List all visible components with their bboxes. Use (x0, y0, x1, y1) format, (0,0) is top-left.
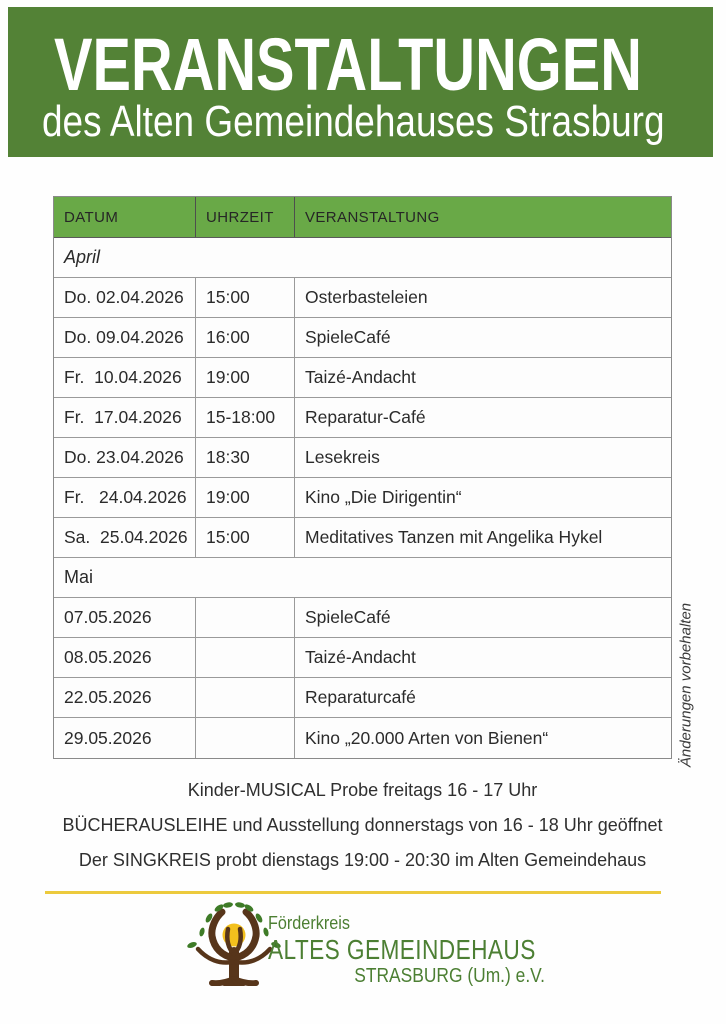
table-row (54, 278, 671, 318)
date-cell: Do. 23.04.2026 (54, 438, 196, 477)
time-cell: 16:00 (196, 318, 295, 357)
time-cell: 19:00 (196, 358, 295, 397)
date-cell: 22.05.2026 (54, 678, 196, 717)
table-header-row (54, 197, 671, 238)
page-title: VERANSTALTUNGEN (54, 23, 642, 106)
table-row (54, 718, 671, 758)
note-musical: Kinder-MUSICAL Probe freitags 16 - 17 Uhr (187, 780, 538, 800)
header-banner (8, 7, 713, 157)
time-cell (196, 638, 295, 677)
time-cell: 15-18:00 (196, 398, 295, 437)
event-cell: SpieleCafé (305, 607, 391, 627)
logo-altes-gemeindehaus: ALTES GEMEINDEHAUS (268, 934, 536, 965)
date-cell: 29.05.2026 (54, 718, 196, 758)
date-cell: Do. 09.04.2026 (54, 318, 196, 357)
event-cell: Reparaturcafé (305, 687, 416, 707)
table-row (54, 438, 671, 478)
time-cell (196, 678, 295, 717)
date-cell: Fr. 10.04.2026 (54, 358, 196, 397)
footer-notes (53, 780, 672, 885)
date-cell: Do. 02.04.2026 (54, 278, 196, 317)
event-cell: Kino „20.000 Arten von Bienen“ (305, 727, 549, 748)
table-row (54, 518, 671, 558)
time-cell (196, 718, 295, 758)
logo-text-block (268, 912, 545, 988)
time-cell: 15:00 (196, 518, 295, 557)
time-cell: 15:00 (196, 278, 295, 317)
event-cell: Meditatives Tanzen mit Angelika Hykel (305, 527, 603, 547)
time-cell: 19:00 (196, 478, 295, 517)
event-cell: Osterbasteleien (305, 287, 428, 307)
table-row (54, 678, 671, 718)
table-row (54, 478, 671, 518)
event-cell: Lesekreis (305, 447, 380, 467)
section-row-april: April (54, 238, 671, 278)
table-row (54, 598, 671, 638)
date-cell: Fr. 17.04.2026 (54, 398, 196, 437)
page-subtitle: des Alten Gemeindehauses Strasburg (42, 97, 665, 146)
table-row (54, 398, 671, 438)
date-cell: 08.05.2026 (54, 638, 196, 677)
date-cell: 07.05.2026 (54, 598, 196, 637)
column-header-uhrzeit: UHRZEIT (196, 197, 295, 237)
section-row-mai: Mai (54, 558, 671, 598)
column-header-veranstaltung: VERANSTALTUNG (305, 208, 440, 226)
event-cell: Taizé-Andacht (305, 367, 416, 387)
event-cell: Taizé-Andacht (305, 647, 416, 667)
time-cell (196, 598, 295, 637)
event-cell: Reparatur-Café (305, 407, 426, 427)
note-buecherausleihe: BÜCHERAUSLEIHE und Ausstellung donnerstags von 16 - 18 Uhr geöffnet (62, 815, 663, 835)
date-cell: Sa. 25.04.2026 (54, 518, 196, 557)
event-cell: SpieleCafé (305, 327, 391, 347)
yellow-divider-line (45, 891, 661, 894)
table-row (54, 318, 671, 358)
table-row (54, 638, 671, 678)
date-cell: Fr. 24.04.2026 (54, 478, 196, 517)
table-row (54, 358, 671, 398)
event-cell: Kino „Die Dirigentin“ (305, 487, 462, 507)
events-table (53, 196, 672, 759)
note-singkreis: Der SINGKREIS probt dienstags 19:00 - 20:30 im Alten Gemeindehaus (78, 850, 647, 870)
time-cell: 18:30 (196, 438, 295, 477)
changes-reserved-note: Änderungen vorbehalten (677, 602, 695, 768)
logo-strasburg-ev: STRASBURG (Um.) e.V. (354, 965, 545, 987)
column-header-datum: DATUM (54, 197, 196, 237)
logo-foerderkreis: Förderkreis (268, 913, 350, 933)
